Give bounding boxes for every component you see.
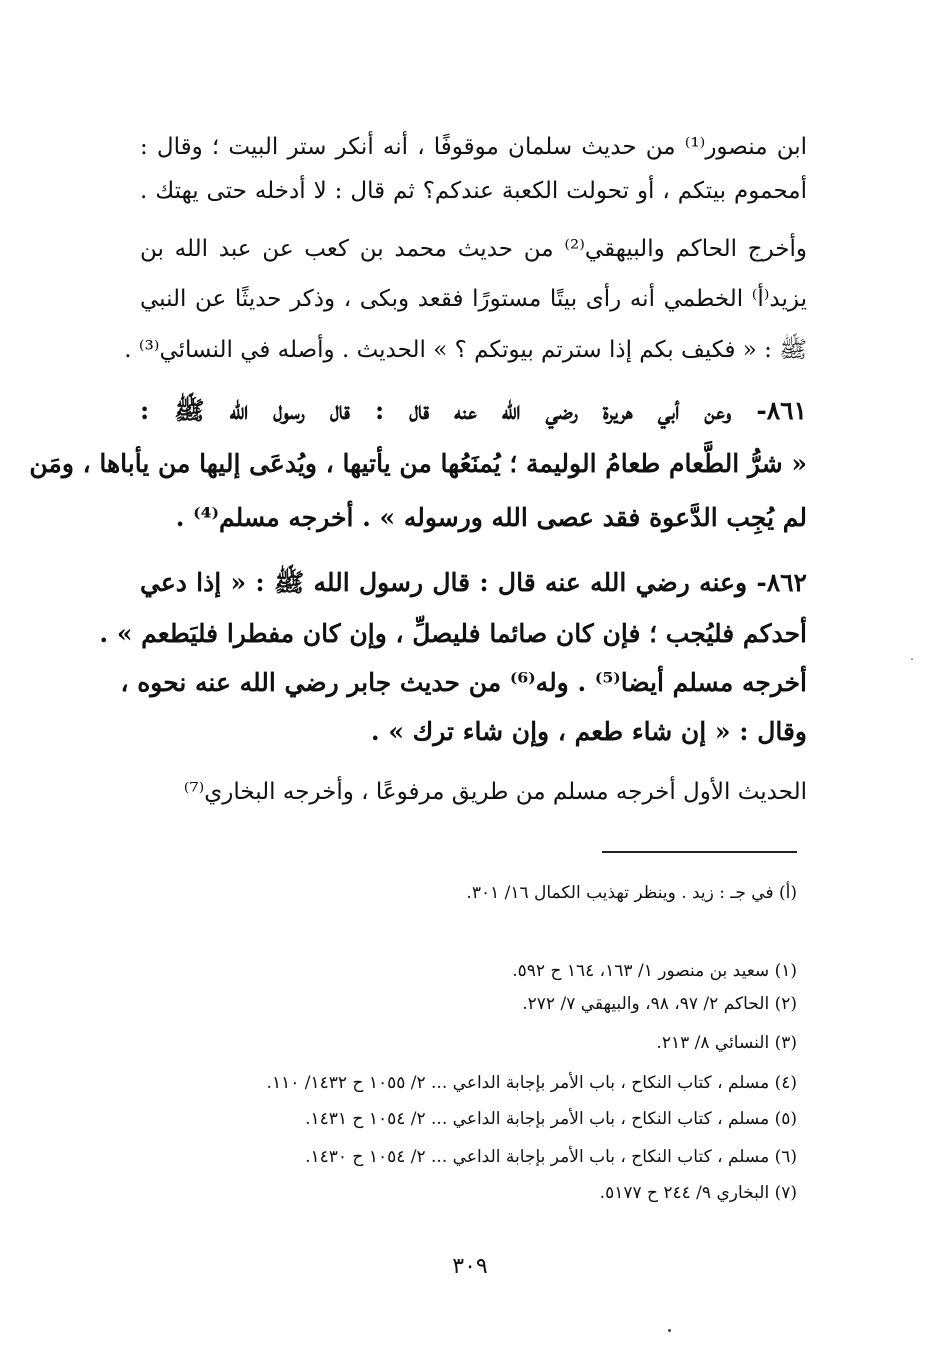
scan-speck — [668, 1329, 671, 1332]
commentary-line: الحديث الأول أخرجه مسلم من طريق مرفوعًا ، وأخرجه البخاري⁽⁷⁾ — [183, 779, 807, 805]
commentary-line: ﷺ : « فكيف بكم إذا سترتم بيوتكم ؟ » الحديث . وأصله في النسائي⁽³⁾ . — [124, 337, 807, 363]
footnote-2: (٢) الحاكم ٢/ ٩٧، ٩٨، والبيهقي ٧/ ٢٧٢. — [522, 994, 797, 1014]
commentary-line: يزيد⁽أ⁾ الخطمي أنه رأى بيتًا مستورًا فقعد وبكى ، وذكر حديثًا عن النبي — [140, 286, 807, 312]
hadith-861-line: لم يُجِب الدَّعوة فقد عصى الله ورسوله » . أخرجه مسلم⁽⁴⁾ . — [175, 503, 807, 532]
footnote-7: (٧) البخاري ٩/ ٢٤٤ ح ٥١٧٧. — [599, 1183, 797, 1203]
scan-speck — [911, 658, 913, 660]
commentary-line: أمحموم بيتكم ، أو تحولت الكعبة عندكم؟ ثم قال : لا أدخله حتى يهتك . — [140, 178, 807, 204]
footnote-5: (٥) مسلم ، كتاب النكاح ، باب الأمر بإجابة الداعي ... ٢/ ١٠٥٤ ح ١٤٣١. — [305, 1109, 797, 1129]
hadith-862-line: أحدكم فليُجب ؛ فإن كان صائما فليصلِّ ، وإن كان مفطرا فليَطعم » . — [99, 619, 807, 648]
commentary-line: ابن منصور⁽¹⁾ من حديث سلمان موقوفًا ، أنه أنكر ستر البيت ؛ وقال : — [140, 134, 807, 160]
hadith-862-line: ٨٦٢- وعنه رضي الله عنه قال : قال رسول الله ﷺ : « إذا دعي — [140, 568, 807, 597]
footnote-6: (٦) مسلم ، كتاب النكاح ، باب الأمر بإجابة الداعي ... ٢/ ١٠٥٤ ح ١٤٣٠. — [305, 1147, 797, 1167]
footnote-4: (٤) مسلم ، كتاب النكاح ، باب الأمر بإجابة الداعي ... ٢/ ١٠٥٥ ح ١٤٣٢/ ١١٠. — [266, 1073, 797, 1093]
page-number: ٣٠٩ — [452, 1254, 488, 1279]
hadith-861-line: « شرُّ الطَّعام طعامُ الوليمة ؛ يُمنَعُها من يأتيها ، ويُدعَى إليها من يأباها ، ومَن — [29, 449, 807, 478]
footnote-3: (٣) النسائي ٨/ ٢١٣. — [656, 1033, 797, 1053]
hadith-861-line: ٨٦١- وعن أبي هريرة رضي الله عنه قال : قال رسول الله ﷺ : — [140, 396, 807, 425]
footnote-separator — [602, 851, 797, 853]
footnote-1: (١) سعيد بن منصور ١/ ١٦٣، ١٦٤ ح ٥٩٢. — [512, 961, 797, 981]
commentary-line: وأخرج الحاكم والبيهقي⁽²⁾ من حديث محمد بن كعب عن عبد الله بن — [140, 236, 807, 262]
hadith-862-line: أخرجه مسلم أيضا⁽⁵⁾ . وله⁽⁶⁾ من حديث جابر رضي الله عنه نحوه ، — [120, 668, 807, 697]
variant-note: (أ) في جـ : زيد . وينظر تهذيب الكمال ١٦/ ٣٠١. — [466, 883, 797, 903]
hadith-862-line: وقال : « إن شاء طعم ، وإن شاء ترك » . — [370, 717, 807, 746]
